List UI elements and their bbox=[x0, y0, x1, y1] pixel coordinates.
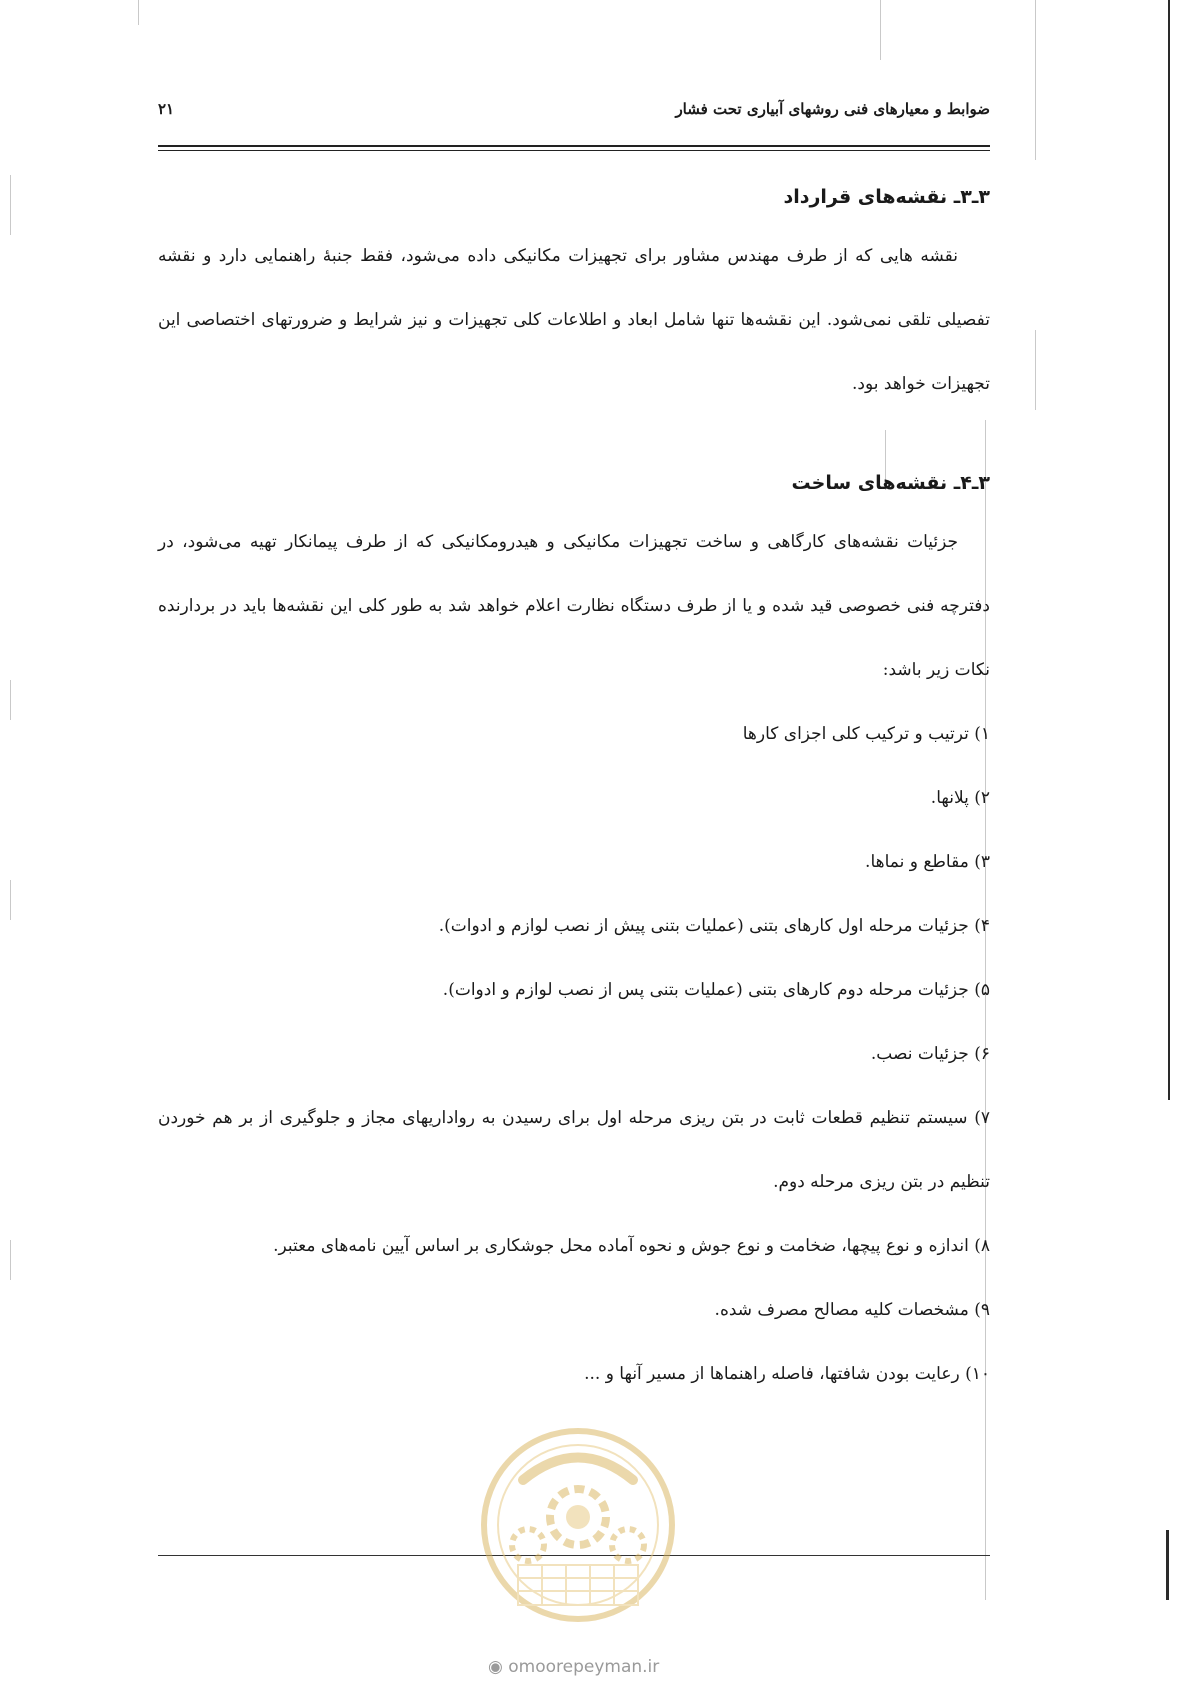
section-paragraph bbox=[158, 510, 990, 702]
scan-artifact-line bbox=[1035, 0, 1036, 160]
paragraph-text: جزئیات نقشه‌های کارگاهی و ساخت تجهیزات مکانیکی و هیدرومکانیکی که از طرف پیمانکار تهیه می‌شود، در دفترچه فنی خصوصی قید شده و یا از طرف دستگاه نظارت اعلام خواهد شد به طور کلی این نقشه‌ها باید در بردارنده نکات زیر باشد: bbox=[158, 532, 990, 680]
scan-artifact-line bbox=[10, 175, 11, 235]
watermark-url-text: omoorepeyman.ir bbox=[508, 1657, 660, 1677]
scan-artifact-line bbox=[10, 880, 11, 920]
list-item: ۵) جزئیات مرحله دوم کارهای بتنی (عملیات بتنی پس از نصب لوازم و ادوات). bbox=[442, 980, 990, 1000]
scan-artifact-line bbox=[10, 1240, 11, 1280]
list-item: ۱) ترتیب و ترکیب کلی اجزای کارها bbox=[742, 724, 990, 744]
scan-artifact-line bbox=[1035, 330, 1036, 410]
globe-icon: ◉ bbox=[488, 1657, 503, 1677]
watermark-seal-icon bbox=[478, 1425, 678, 1625]
list-item: ۱۰) رعایت بودن شافتها، فاصله راهنماها از مسیر آنها و ... bbox=[584, 1364, 990, 1384]
scan-edge-line bbox=[1166, 1530, 1169, 1600]
section-heading: ۳ـ۴ـ نقشه‌های ساخت bbox=[791, 472, 990, 494]
scan-artifact-line bbox=[10, 680, 11, 720]
running-header bbox=[158, 100, 990, 130]
watermark-url bbox=[488, 1657, 708, 1679]
list-item: ۶) جزئیات نصب. bbox=[870, 1044, 990, 1064]
header-title: ضوابط و معیارهای فنی روشهای آبیاری تحت فشار bbox=[675, 100, 990, 118]
list-item: ۳) مقاطع و نماها. bbox=[865, 852, 990, 872]
list-item: ۲) پلانها. bbox=[930, 788, 990, 808]
header-rule-thin bbox=[158, 150, 990, 151]
list-item: ۴) جزئیات مرحله اول کارهای بتنی (عملیات بتنی پیش از نصب لوازم و ادوات). bbox=[438, 916, 990, 936]
section-paragraph bbox=[158, 224, 990, 416]
list-item: ۷) سیستم تنظیم قطعات ثابت در بتن ریزی مرحله اول برای رسیدن به رواداریهای مجاز و جلوگیری از بر هم خوردن تنظیم در بتن ریزی مرحله دوم. bbox=[158, 1108, 990, 1192]
scan-artifact-line bbox=[880, 0, 881, 60]
paragraph-text: نقشه هایی که از طرف مهندس مشاور برای تجهیزات مکانیکی داده می‌شود، فقط جنبهٔ راهنمایی دارد و نقشه تفصیلی تلقی نمی‌شود. این نقشه‌ها تنها شامل ابعاد و اطلاعات کلی تجهیزات و نیز شرایط و ضرورتهای اختصاصی این تجهیزات خواهد بود. bbox=[158, 246, 990, 394]
section-heading: ۳ـ۳ـ نقشه‌های قرارداد bbox=[783, 186, 990, 208]
scan-artifact-line bbox=[138, 0, 139, 25]
list-item: ۸) اندازه و نوع پیچها، ضخامت و نوع جوش و نحوه آماده محل جوشکاری بر اساس آیین نامه‌های معتبر. bbox=[273, 1236, 990, 1256]
list-item: ۹) مشخصات کلیه مصالح مصرف شده. bbox=[714, 1300, 990, 1320]
page-number: ۲۱ bbox=[158, 100, 175, 118]
scan-edge-line bbox=[1168, 0, 1170, 1100]
section-spacer bbox=[158, 416, 990, 456]
header-rule bbox=[158, 145, 990, 147]
page-content bbox=[158, 170, 990, 1406]
